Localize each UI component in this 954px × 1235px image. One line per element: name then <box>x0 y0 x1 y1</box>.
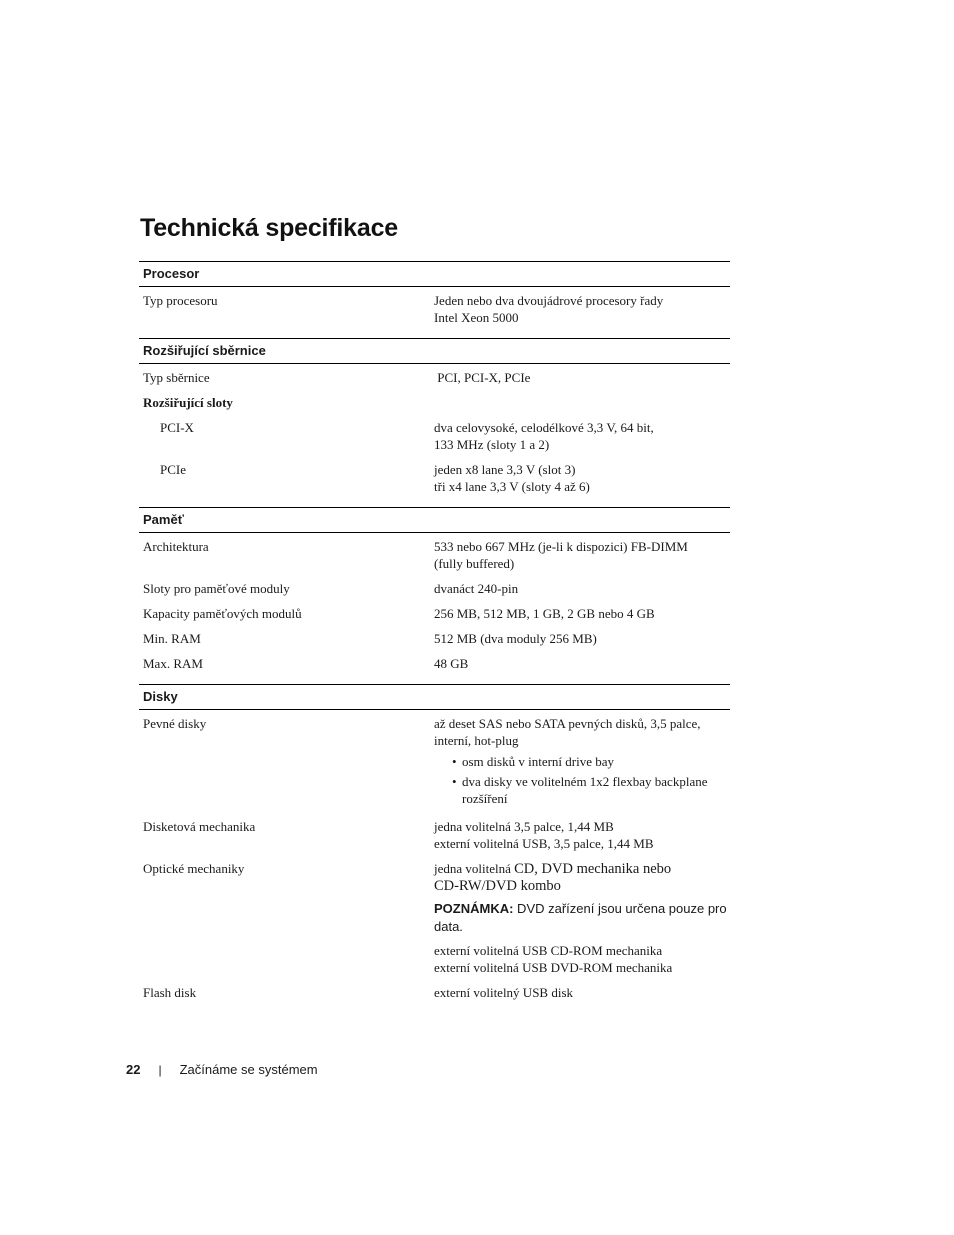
list-item-text: osm disků v interní drive bay <box>462 754 615 769</box>
spec-row-typ-sbernice <box>139 367 730 392</box>
footer-separator: | <box>158 1062 162 1077</box>
spec-label: Architektura <box>143 539 209 554</box>
spec-value-line: Jeden nebo dva dvoujádrové procesory řady <box>434 293 664 308</box>
spec-value-line: dva celovysoké, celodélkové 3,3 V, 64 bit, <box>434 420 654 435</box>
spec-value-line: externí volitelná USB CD-ROM mechanika <box>434 943 663 958</box>
spec-label: PCIe <box>160 462 186 477</box>
spec-value <box>434 818 730 852</box>
section-sbernice <box>139 364 730 507</box>
spec-value <box>434 860 730 976</box>
spec-row-disketova <box>139 816 730 858</box>
spec-value <box>434 715 730 810</box>
list-item-text: dva disky ve volitelném 1x2 flexbay backplane <box>462 774 708 789</box>
spec-value-line: 133 MHz (sloty 1 a 2) <box>434 437 550 452</box>
section-header-pamet: Paměť <box>139 507 730 533</box>
spec-value-line: externí volitelná USB DVD-ROM mechanika <box>434 960 673 975</box>
spec-label: Sloty pro paměťové moduly <box>143 581 290 596</box>
spec-value-line <box>434 860 730 878</box>
spec-value-line: jeden x8 lane 3,3 V (slot 3) <box>434 462 576 477</box>
spec-row-kapacity <box>139 603 730 628</box>
section-disky <box>139 710 730 1013</box>
page-number: 22 <box>126 1062 141 1077</box>
spec-value-line: externí volitelná USB, 3,5 palce, 1,44 MB <box>434 836 654 851</box>
spec-value-rest: CD, DVD mechanika nebo <box>514 861 672 877</box>
spec-label: Typ sběrnice <box>143 370 210 385</box>
spec-value-line: CD-RW/DVD kombo <box>434 878 561 894</box>
spec-row-rozsirujici-sloty <box>139 392 730 417</box>
note-label: POZNÁMKA: <box>434 901 514 916</box>
spec-label: Pevné disky <box>143 716 207 731</box>
spec-value: 48 GB <box>434 656 469 671</box>
spec-value-line: tři x4 lane 3,3 V (sloty 4 až 6) <box>434 479 590 494</box>
spec-value: PCI, PCI-X, PCIe <box>434 370 531 385</box>
spec-value: 256 MB, 512 MB, 1 GB, 2 GB nebo 4 GB <box>434 606 655 621</box>
spec-value-line: jedna volitelná 3,5 palce, 1,44 MB <box>434 819 614 834</box>
spec-value <box>434 292 730 326</box>
page-title: Technická specifikace <box>140 214 398 242</box>
spec-value: dvanáct 240-pin <box>434 581 519 596</box>
list-item <box>434 773 730 807</box>
spec-label: Typ procesoru <box>143 293 218 308</box>
spec-value-prefix: jedna volitelná <box>434 861 515 876</box>
spec-row-typ-procesoru <box>139 290 730 332</box>
spec-label: Max. RAM <box>143 656 203 671</box>
spec-row-opticke <box>139 858 730 982</box>
section-header-procesor: Procesor <box>139 261 730 287</box>
spec-label: Optické mechaniky <box>143 861 245 876</box>
spec-value-line: Intel Xeon 5000 <box>434 310 519 325</box>
spec-label: Flash disk <box>143 985 197 1000</box>
spec-subheading: Rozšiřující sloty <box>143 395 233 410</box>
chapter-title: Začínáme se systémem <box>179 1062 318 1077</box>
section-header-disky: Disky <box>139 684 730 710</box>
bullet-list <box>434 753 730 807</box>
section-procesor <box>139 287 730 338</box>
note <box>434 900 730 936</box>
spec-row-sloty-pameti <box>139 578 730 603</box>
section-header-sbernice: Rozšiřující sběrnice <box>139 338 730 364</box>
list-item-text: rozšíření <box>462 791 508 806</box>
spec-label: PCI-X <box>160 420 194 435</box>
bullet-icon: • <box>452 754 457 769</box>
note-text: DVD zařízení jsou určena pouze pro data. <box>434 901 731 934</box>
spec-row-pevne-disky <box>139 713 730 816</box>
spec-value <box>434 461 730 495</box>
spec-table <box>139 261 730 1013</box>
spec-value <box>434 538 730 572</box>
spec-label: Kapacity paměťových modulů <box>143 606 302 621</box>
spec-row-pci-x <box>139 417 730 459</box>
bullet-icon: • <box>452 774 457 789</box>
spec-value-line: (fully buffered) <box>434 556 515 571</box>
spec-row-min-ram <box>139 628 730 653</box>
spec-row-flash <box>139 982 730 1007</box>
spec-row-max-ram <box>139 653 730 678</box>
spec-label: Min. RAM <box>143 631 201 646</box>
list-item <box>434 753 730 770</box>
spec-row-architektura <box>139 536 730 578</box>
spec-row-pcie <box>139 459 730 501</box>
spec-label: Disketová mechanika <box>143 819 256 834</box>
section-pamet <box>139 533 730 684</box>
spec-value-line: až deset SAS nebo SATA pevných disků, 3,5 palce, <box>434 716 701 731</box>
spec-value: externí volitelný USB disk <box>434 985 574 1000</box>
page-footer <box>126 1062 318 1077</box>
spec-value <box>434 419 730 453</box>
spec-value-line: interní, hot-plug <box>434 733 519 748</box>
spec-value-line: 533 nebo 667 MHz (je-li k dispozici) FB-DIMM <box>434 539 688 554</box>
spec-value: 512 MB (dva moduly 256 MB) <box>434 631 597 646</box>
